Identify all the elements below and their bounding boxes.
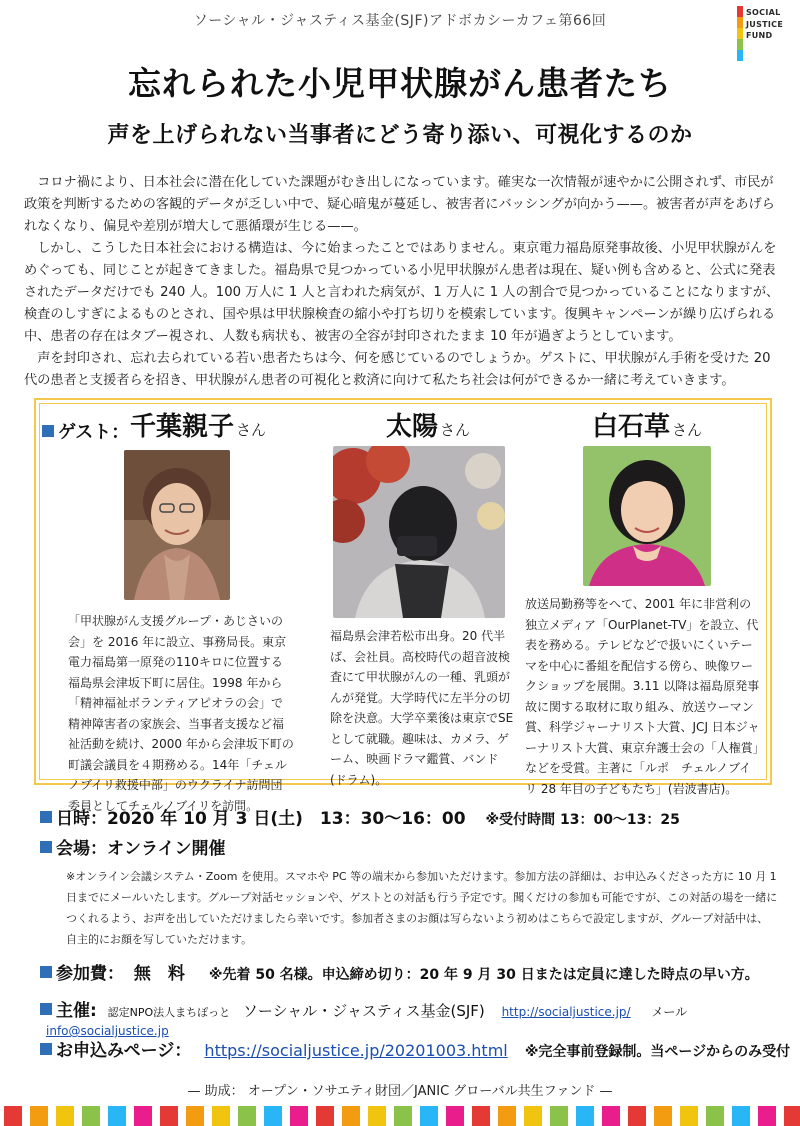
- organizer-line: [40, 996, 800, 1039]
- footer-color-square: [550, 1106, 568, 1126]
- guest-2-honorific: さん: [440, 421, 471, 439]
- logo-bar: [737, 28, 743, 39]
- apply-url-link[interactable]: https://socialjustice.jp/20201003.html: [204, 1041, 508, 1060]
- footer-color-square: [264, 1106, 282, 1126]
- footer-color-square: [82, 1106, 100, 1126]
- apply-line: [40, 1036, 790, 1061]
- venue-note: ※オンライン会議システム・Zoom を使用。スマホや PC 等の端末から参加いただけます。参加方法の詳細は、お申込みくださった方に 10 月 1 日までにメールいたします。グループ対話セッションや、ゲストとの対話も行う予定です。聞くだけの参加も可能ですが、この対話の場を一緒につくれるよう、お声を出していただけましたら幸いです。参加者さまのお顔は写らないよう初めはこちらで設定しますが、グループ対話中は、自主的にお顔を写していただけます。: [66, 870, 778, 946]
- co-organizer: 認定NPO法人まちぽっと: [107, 1006, 231, 1019]
- footer-color-square: [316, 1106, 334, 1126]
- footer-color-square: [212, 1106, 230, 1126]
- guest-1-honorific: さん: [236, 421, 267, 439]
- footer-color-square: [394, 1106, 412, 1126]
- footer-color-square: [628, 1106, 646, 1126]
- footer-color-square: [4, 1106, 22, 1126]
- guest-2-bio: 福島県会津若松市出身。20 代半ば、会社員。高校時代の超音波検査にて甲状腺がんの一種、乳頭がんが発覚。大学時代に左半分の切除を決意。大学卒業後は東京でSE として就職。趣味は、カメラ、ゲーム、映画ドラマ鑑賞、バンド(ドラム)。: [330, 629, 514, 787]
- apply-label: お申込みページ：: [56, 1041, 192, 1061]
- organizer-url-link[interactable]: http://socialjustice.jp/: [501, 1005, 631, 1019]
- guest-2-name: 太陽: [386, 412, 439, 442]
- logo-bar: [737, 6, 743, 17]
- footer-color-square: [238, 1106, 256, 1126]
- bullet-square-icon: [40, 1003, 52, 1015]
- guest-3-heading: [592, 406, 702, 443]
- mail-label: メール: [651, 1005, 688, 1019]
- datetime-line: [40, 804, 680, 829]
- bullet-square-icon: [40, 966, 52, 978]
- footer-color-square: [654, 1106, 672, 1126]
- fee-label: 参加費：: [56, 964, 124, 984]
- footer-color-square: [576, 1106, 594, 1126]
- footer-color-square: [524, 1106, 542, 1126]
- sjf-logo: [737, 6, 791, 64]
- footer-color-square: [290, 1106, 308, 1126]
- venue-line: [40, 834, 226, 859]
- logo-text: [746, 7, 783, 42]
- fee-value: 無 料: [133, 964, 185, 984]
- page-subtitle: 声を上げられない当事者にどう寄り添い、可視化するのか: [107, 123, 693, 148]
- fee-note: ※先着 50 名様。申込締め切り：20 年 9 月 30 日または定員に達した時点の早い方。: [208, 967, 759, 983]
- footer-color-square: [784, 1106, 800, 1126]
- footer-color-square: [30, 1106, 48, 1126]
- footer-color-square: [446, 1106, 464, 1126]
- footer-color-square: [160, 1106, 178, 1126]
- footer-color-square: [602, 1106, 620, 1126]
- footer-color-square: [758, 1106, 776, 1126]
- support-line: — 助成： オープン・ソサエティ財団／JANIC グローバル共生ファンド —: [187, 1084, 613, 1099]
- footer-color-square: [56, 1106, 74, 1126]
- logo-line-1: SOCIAL: [746, 8, 781, 17]
- guest-3-honorific: さん: [672, 421, 703, 439]
- footer-color-square: [732, 1106, 750, 1126]
- fee-line: [40, 959, 759, 984]
- page-title: 忘れられた小児甲状腺がん患者たち: [128, 64, 672, 103]
- organizer-name: ソーシャル・ジャスティス基金(SJF): [242, 1002, 485, 1020]
- intro-paragraph-2: しかし、こうした日本社会における構造は、今に始まったことではありません。東京電力福島原発事故後、小児甲状腺がんをめぐっても、同じことが起きてきました。福島県で見つかっている小児甲状腺がん患者は現在、疑い例も含めると、公式に発表されたデータだけでも 240 人。100 万人に 1 人と言われた病気が、1 万人に 1 人の割合で見つかっていることになりますが、検査のしすぎによるものとされ、国や県は甲状腺検査の縮小や打ち切りを模索しています。復興キャンペーンが繰り広げられる中、患者の存在はタブー視され、人数も病状も、被害の全容が封印されたまま 10 年が過ぎようとしています。: [24, 241, 780, 344]
- intro-paragraph-3: 声を封印され、忘れ去られている若い患者たちは今、何を感じているのでしょうか。ゲストに、甲状腺がん手術を受けた 20 代の患者と支援者らを招き、甲状腺がん患者の可視化と救済に向けて私たち社会は何ができるか一緒に考えていきます。: [24, 351, 771, 388]
- logo-line-2: JUSTICE: [746, 19, 784, 29]
- guest-1-name: 千葉親子: [130, 412, 235, 442]
- guest-1-bio: 「甲状腺がん支援グループ・あじさいの会」を 2016 年に設立、事務局長。東京電力福島第一原発の110キロに位置する福島県会津坂下町に居住。1998 年から「精神福祉ボランティアピオラの会」で精神障害者の家族会、当事者支援など福祉活動を続け、2000 年から会津坂下町の町議会議員を４期務める。14年「チェルノブイリ救援中部」のウクライナ訪問団委員としてチェルノブイリを訪問。: [68, 614, 294, 813]
- footer-color-square: [472, 1106, 490, 1126]
- logo-bar: [737, 17, 743, 28]
- footer-color-square: [186, 1106, 204, 1126]
- guest-2-heading: [386, 406, 470, 443]
- organizer-mail-link[interactable]: info@socialjustice.jp: [46, 1024, 169, 1038]
- footer-color-square: [680, 1106, 698, 1126]
- venue-label: 会場：オンライン開催: [56, 839, 226, 859]
- guest-3-name: 白石草: [592, 412, 671, 442]
- footer-color-strip: [0, 1106, 800, 1126]
- bullet-square-icon: [40, 1043, 52, 1055]
- guest-2-photo: [333, 446, 505, 618]
- footer-color-square: [498, 1106, 516, 1126]
- footer-color-square: [342, 1106, 360, 1126]
- footer-color-square: [420, 1106, 438, 1126]
- guest-1-photo: [124, 450, 230, 600]
- logo-line-3: FUND: [746, 31, 773, 40]
- reception-time: ※受付時間 13：00〜13：25: [485, 812, 680, 828]
- bullet-square-icon: [40, 811, 52, 823]
- guest-label: ゲスト：: [42, 418, 129, 444]
- logo-bar: [737, 39, 743, 50]
- apply-note: ※完全事前登録制。当ページからのみ受付: [524, 1044, 791, 1060]
- guest-1-heading: [130, 406, 266, 443]
- intro-paragraph-1: コロナ禍により、日本社会に潜在化していた課題がむき出しになっています。確実な一次情報が速やかに公開されず、市民が政策を判断するための客観的データが乏しい中で、疑心暗鬼が蔓延し、被害者にバッシングが向かう——。被害者が声をあげられなくなり、偏見や差別が増大して悪循環が生じる——。: [24, 175, 775, 234]
- guest-3-bio: 放送局勤務等をへて、2001 年に非営利の独立メディア「OurPlanet-TV」を設立、代表を務める。テレビなどで扱いにくいテーマを中心に番組を配信する傍ら、映像ワークショップを展開。3.11 以降は福島原発事故に関する取材に取り組み、放送ウーマン賞、科学ジャーナリスト大賞、JCJ 日本ジャーナリスト大賞、東京弁護士会の「人権賞」などを受賞。主著に「ルポ チェルノブイリ 28 年目の子どもたち」(岩波書店)。: [525, 597, 760, 796]
- datetime-label: 日時：2020 年 10 月 3 日(土) 13：30〜16：00: [56, 809, 466, 829]
- bullet-square-icon: [40, 841, 52, 853]
- guest-3-photo: [583, 446, 711, 586]
- bullet-square-icon: [42, 425, 54, 437]
- organizer-label: 主催:: [56, 1001, 97, 1021]
- footer-color-square: [108, 1106, 126, 1126]
- footer-color-square: [706, 1106, 724, 1126]
- footer-color-square: [134, 1106, 152, 1126]
- event-series-line: ソーシャル・ジャスティス基金(SJF)アドボカシーカフェ第66回: [193, 13, 607, 29]
- footer-color-square: [368, 1106, 386, 1126]
- intro-text: [24, 172, 782, 392]
